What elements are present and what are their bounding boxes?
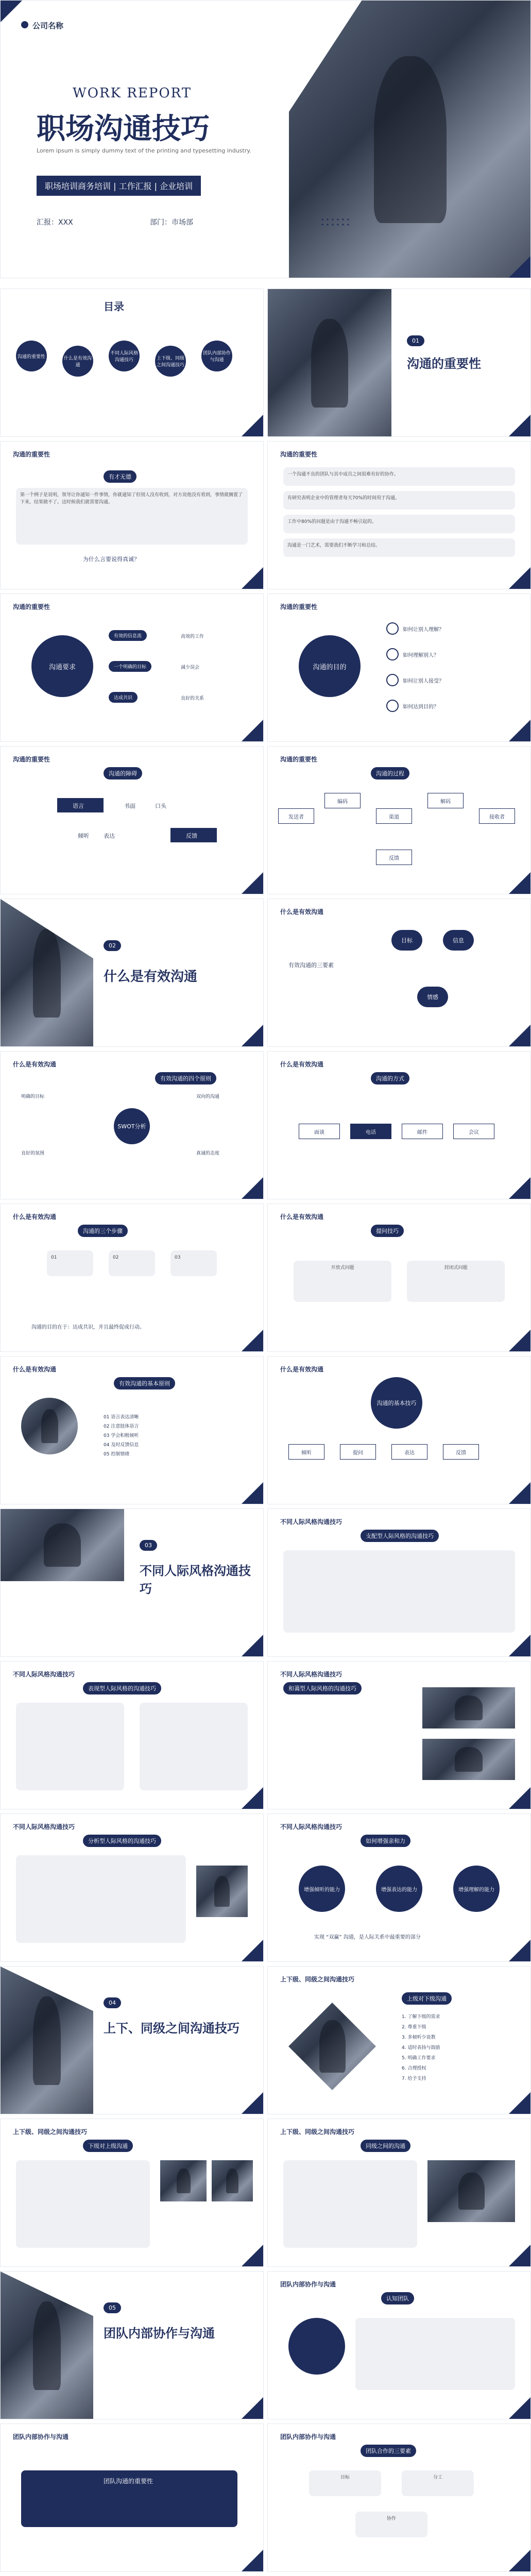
list-item: 6. 合理授权	[402, 2066, 426, 2071]
corner-decoration	[509, 872, 530, 894]
diamond-photo	[288, 2003, 376, 2090]
slide-header: 沟通的重要性	[280, 756, 318, 763]
circle-decoration	[288, 2318, 345, 2375]
point-card: 沟通是一门艺术，需要我们不断学习和总结。	[283, 538, 515, 557]
element-card: 协作	[355, 2512, 427, 2537]
text-card	[140, 1703, 248, 1790]
slide-16[interactable]	[0, 1661, 264, 1809]
slide-subtitle: 沟通的过程	[371, 767, 409, 779]
method-box: 会议	[453, 1124, 494, 1139]
corner-decoration	[242, 415, 263, 436]
corner-decoration	[242, 720, 263, 741]
element-card: 分工	[402, 2470, 474, 2496]
section-photo	[1, 2272, 93, 2419]
text-card	[283, 2160, 417, 2248]
step-box: 反馈	[376, 850, 412, 865]
skill-box: 反馈	[443, 1444, 479, 1460]
step-box: 编码	[324, 793, 361, 808]
content-photo	[422, 1739, 515, 1780]
item-text: 如何达到目的？	[403, 704, 439, 710]
item-marker	[386, 622, 399, 635]
slide-3[interactable]	[267, 441, 531, 589]
corner-decoration	[509, 720, 530, 741]
text-card	[283, 1550, 515, 1633]
slide-11[interactable]	[0, 1204, 264, 1352]
slide-5[interactable]	[267, 594, 531, 742]
section-number: 02	[104, 940, 121, 951]
node: 情感	[417, 987, 448, 1007]
slide-12[interactable]	[267, 1204, 531, 1352]
center-circle: 沟通要求	[31, 635, 93, 697]
slide-header: 上下级、同级之间沟通技巧	[13, 2128, 88, 2136]
list-item: 02 注意肢体语言	[104, 1424, 139, 1429]
slide-header: 不同人际风格沟通技巧	[13, 1823, 75, 1831]
slide-subtitle: 如何增强亲和力	[361, 1835, 410, 1847]
slide-18[interactable]	[0, 1814, 264, 1962]
slide-header: 团队内部协作与沟通	[280, 2433, 336, 2441]
slide-19[interactable]	[267, 1814, 531, 1962]
slide-subtitle: 沟通的三个步骤	[78, 1225, 128, 1237]
slide-subtitle: 有效沟通的四个原则	[155, 1072, 216, 1084]
toc-item-1: 沟通的重要性	[16, 341, 47, 371]
slide-header: 不同人际风格沟通技巧	[280, 1823, 342, 1831]
type-card: 封闭式问题	[407, 1261, 505, 1302]
corner-decoration	[242, 1177, 263, 1199]
corner-decoration	[242, 1025, 263, 1046]
element-card: 目标	[309, 2470, 381, 2496]
slide-subtitle: 上级对下级沟通	[402, 1992, 452, 2005]
corner-decoration	[242, 2550, 263, 2571]
logo-icon	[21, 21, 28, 28]
item-pill: 一个明确的目标	[109, 661, 151, 672]
slide-2[interactable]	[0, 441, 264, 589]
corner-decoration	[242, 1635, 263, 1656]
slide-8[interactable]	[267, 899, 531, 1047]
slide-17[interactable]	[267, 1661, 531, 1809]
list-item: 3. 多倾听少说教	[402, 2035, 436, 2040]
skill-box: 表达	[391, 1444, 427, 1460]
text-card	[355, 2318, 515, 2390]
slide-subtitle: 下级对上级沟通	[83, 2140, 133, 2152]
slide-header: 什么是有效沟通	[13, 1061, 57, 1068]
skill-box: 提问	[340, 1444, 376, 1460]
content-photo	[196, 1866, 248, 1917]
step-card: 01	[47, 1250, 93, 1276]
corner-decoration	[509, 567, 530, 589]
corner-decoration	[242, 1330, 263, 1351]
corner-decoration	[1, 1, 22, 22]
slide-header: 什么是有效沟通	[280, 908, 324, 916]
corner-decoration	[509, 1330, 530, 1351]
corner-decoration	[509, 1025, 530, 1046]
toc-item-3: 不同人际风格沟通技巧	[109, 341, 140, 371]
corner-decoration	[242, 1482, 263, 1504]
point-card: 一个沟通不良的团队与其中成员之间很难有好的协作。	[283, 467, 515, 486]
step-card: 03	[170, 1250, 217, 1276]
slide-26[interactable]	[267, 2424, 531, 2572]
company-name: 公司名称	[32, 21, 64, 30]
corner-decoration	[509, 1482, 530, 1504]
list-item: 04 及时反馈信息	[104, 1443, 139, 1448]
item-text: 高效的工作	[181, 634, 204, 639]
slide-subtitle: 团队沟通的重要性	[104, 2478, 153, 2485]
step-card: 02	[109, 1250, 155, 1276]
slide-subtitle: 提问技巧	[371, 1225, 404, 1237]
center-circle: SWOT分析	[114, 1108, 150, 1144]
cover-reporter: 汇报：XXX	[37, 218, 73, 227]
item-pill: 有效的信息流	[109, 630, 147, 641]
slide-25[interactable]	[0, 2424, 264, 2572]
cover-subtitle: WORK REPORT	[73, 86, 192, 101]
content-photo	[422, 1687, 515, 1728]
content-photo	[160, 2160, 207, 2201]
content-photo	[427, 2160, 515, 2222]
list-item: 01 语言表达清晰	[104, 1415, 139, 1420]
slide-header: 沟通的重要性	[13, 451, 50, 458]
item-text: 明确的目标	[21, 1094, 45, 1099]
slide-header: 不同人际风格沟通技巧	[280, 1518, 342, 1526]
method-box: 电话	[350, 1124, 391, 1139]
slide-7[interactable]	[267, 746, 531, 894]
round-photo	[21, 1398, 78, 1454]
step-box: 解码	[427, 793, 464, 808]
section-photo	[1, 899, 93, 1047]
slide-subtitle: 团队合作的三要素	[361, 2445, 416, 2457]
item-text: 如何让别人理解？	[403, 627, 444, 633]
slide-subtitle: 分析型人际风格的沟通技巧	[83, 1835, 161, 1847]
section-number: 03	[140, 1540, 157, 1551]
cover-slide[interactable]	[0, 0, 531, 278]
corner-decoration	[242, 1940, 263, 1961]
corner-decoration	[509, 2397, 530, 2419]
content-photo	[212, 2160, 253, 2201]
tip-circle: 增强表达的能力	[376, 1866, 422, 1912]
section-title: 沟通的重要性	[407, 356, 481, 371]
slide-15[interactable]	[267, 1509, 531, 1657]
tag-pill: 有才无德	[104, 470, 136, 483]
item-marker	[386, 700, 399, 712]
corner-decoration	[242, 1787, 263, 1809]
center-circle: 沟通的基本技巧	[371, 1377, 422, 1429]
section-title: 上下、同级之间沟通技巧	[104, 2021, 239, 2036]
bar-label: 书面	[124, 803, 135, 809]
cover-tagline: 职场培训商务培训 | 工作汇报 | 企业培训	[37, 176, 201, 196]
dots-decoration	[320, 217, 351, 227]
node: 目标	[391, 930, 422, 951]
slide-header: 沟通的重要性	[280, 451, 318, 458]
slide-subtitle: 有效沟通的基本原则	[114, 1377, 175, 1389]
corner-decoration	[509, 1940, 530, 1961]
slide-14[interactable]	[267, 1356, 531, 1504]
toc-item-4: 上下级、同级之间沟通技巧	[155, 346, 186, 377]
method-box: 面谈	[299, 1124, 340, 1139]
slide-subtitle: 和蔼型人际风格的沟通技巧	[283, 1682, 362, 1694]
item-text: 如何让别人接受？	[403, 679, 444, 684]
section-2-slide[interactable]	[0, 899, 264, 1047]
list-item: 1. 了解下级的需求	[402, 2014, 440, 2020]
slide-subtitle: 沟通的方式	[371, 1072, 409, 1084]
section-number: 05	[104, 2302, 121, 2313]
item-text: 减少误会	[181, 665, 200, 670]
section-4-slide[interactable]	[0, 1966, 264, 2114]
corner-decoration	[242, 2245, 263, 2266]
item-text: 良好的关系	[181, 696, 204, 701]
point-card: 有研究表明企业中的管理者每天70%的时间用于沟通。	[283, 491, 515, 510]
slide-22[interactable]	[0, 2119, 264, 2267]
item-text: 良好的氛围	[21, 1151, 45, 1156]
slide-header: 上下级、同级之间沟通技巧	[280, 1976, 355, 1983]
corner-decoration	[242, 872, 263, 894]
section-photo	[1, 1967, 93, 2114]
slide-header: 团队内部协作与沟通	[13, 2433, 69, 2441]
tip-circle: 增强理解的能力	[453, 1866, 500, 1912]
slide-header: 什么是有效沟通	[280, 1213, 324, 1221]
center-circle: 沟通的目的	[299, 635, 361, 697]
section-3-slide[interactable]	[0, 1509, 264, 1657]
item-text: 双向的沟通	[196, 1094, 220, 1099]
method-box: 邮件	[402, 1124, 443, 1139]
section-title: 团队内部协作与沟通	[104, 2326, 215, 2341]
section-5-slide[interactable]	[0, 2271, 264, 2419]
slide-subtitle: 同级之间的沟通	[361, 2140, 410, 2152]
section-1-slide[interactable]	[267, 289, 531, 437]
section-title: 什么是有效沟通	[104, 969, 198, 985]
slide-header: 沟通的重要性	[13, 756, 50, 763]
slide-header: 团队内部协作与沟通	[280, 2281, 336, 2288]
list-item: 7. 给予支持	[402, 2076, 426, 2081]
slide-24[interactable]	[267, 2271, 531, 2419]
cover-dept: 部门：市场部	[150, 218, 193, 227]
slide-6[interactable]	[0, 746, 264, 894]
list-item: 2. 尊重下级	[402, 2025, 426, 2030]
slide-header: 什么是有效沟通	[280, 1366, 324, 1373]
corner-decoration	[509, 1787, 530, 1809]
cover-lorem: Lorem ipsum is simply dummy text of the printing and typesetting industry.	[37, 147, 251, 154]
list-item: 5. 明确工作要求	[402, 2056, 436, 2061]
slide-21[interactable]	[267, 1966, 531, 2114]
toc-item-5: 团队内部协作与沟通	[201, 341, 232, 371]
question-text: 为什么言要说得真诚？	[83, 556, 140, 563]
slide-subtitle: 表现型人际风格的沟通技巧	[83, 1682, 161, 1694]
cover-title: 职场沟通技巧	[37, 112, 210, 146]
corner-decoration	[242, 2092, 263, 2114]
text-card	[16, 2160, 150, 2248]
tip-circle: 增强倾听的能力	[299, 1866, 345, 1912]
slide-4[interactable]	[0, 594, 264, 742]
slide-23[interactable]	[267, 2119, 531, 2267]
corner-decoration	[509, 415, 530, 436]
section-number: 04	[104, 1997, 121, 2008]
text-card	[16, 1855, 186, 1943]
slide-subtitle: 认知团队	[381, 2292, 414, 2304]
corner-decoration	[509, 2550, 530, 2571]
corner-decoration	[509, 256, 530, 278]
list-item: 05 控制情绪	[104, 1452, 130, 1457]
item-text: 真诚的态度	[196, 1151, 220, 1156]
slide-subtitle: 支配型人际风格的沟通技巧	[361, 1530, 439, 1542]
note-text: 实现 “双赢” 沟通，是人际关系中最重要的部分	[314, 1935, 421, 1940]
item-text: 如何理解别人？	[403, 653, 439, 658]
slide-header: 什么是有效沟通	[13, 1366, 57, 1373]
slide-13[interactable]	[0, 1356, 264, 1504]
section-photo	[268, 289, 391, 437]
note-text: 沟通的目的在于：达成共识，并且最终促成行动。	[31, 1325, 145, 1330]
slide-subtitle: 沟通的障碍	[104, 767, 142, 779]
item-marker	[386, 648, 399, 660]
text-card: 第一个例子是说明，领导让你通知一件事情，你就通知了但别人没有收到，对方说他没有看到，事情就搁置了下来，结果做不了。这时候我们就需要沟通。	[16, 488, 248, 545]
text-card	[16, 1703, 124, 1790]
toc-slide[interactable]	[0, 289, 264, 437]
slide-9[interactable]	[0, 1051, 264, 1199]
slide-10[interactable]	[267, 1051, 531, 1199]
corner-decoration	[509, 1177, 530, 1199]
corner-decoration	[242, 567, 263, 589]
bar-label: 表达	[104, 833, 115, 839]
type-card: 开放式问题	[294, 1261, 391, 1302]
toc-item-2: 什么是有效沟通	[62, 346, 93, 377]
point-card: 工作中80%的问题是由于沟通不畅引起的。	[283, 515, 515, 533]
bar-label: 语言	[73, 803, 84, 809]
slide-header: 不同人际风格沟通技巧	[13, 1671, 75, 1678]
corner-decoration	[242, 2397, 263, 2419]
step-box: 发送者	[278, 808, 314, 824]
skill-box: 倾听	[288, 1444, 324, 1460]
node: 信息	[443, 930, 474, 951]
corner-decoration	[509, 2092, 530, 2114]
item-pill: 达成共识	[109, 692, 138, 703]
corner-decoration	[509, 1635, 530, 1656]
slide-subtitle: 有效沟通的三要素	[288, 962, 334, 969]
toc-title: 目录	[104, 300, 124, 313]
section-photo	[1, 1509, 124, 1581]
bar-label: 反馈	[186, 833, 197, 839]
list-item: 4. 适时表扬与鼓励	[402, 2045, 440, 2050]
slide-header: 什么是有效沟通	[13, 1213, 57, 1221]
slide-header: 什么是有效沟通	[280, 1061, 324, 1068]
slide-header: 沟通的重要性	[280, 603, 318, 611]
list-item: 03 学会积极倾听	[104, 1433, 139, 1438]
bar-label: 口头	[155, 803, 166, 809]
slide-header: 沟通的重要性	[13, 603, 50, 611]
corner-decoration	[509, 2245, 530, 2266]
cover-photo	[289, 1, 531, 278]
slide-header: 上下级、同级之间沟通技巧	[280, 2128, 355, 2136]
step-box: 接收者	[479, 808, 515, 824]
slide-header: 不同人际风格沟通技巧	[280, 1671, 342, 1678]
step-box: 渠道	[376, 808, 412, 824]
section-number: 01	[407, 335, 424, 346]
item-marker	[386, 674, 399, 686]
bar-label: 倾听	[78, 833, 89, 839]
section-title: 不同人际风格沟通技巧	[140, 1563, 251, 1596]
